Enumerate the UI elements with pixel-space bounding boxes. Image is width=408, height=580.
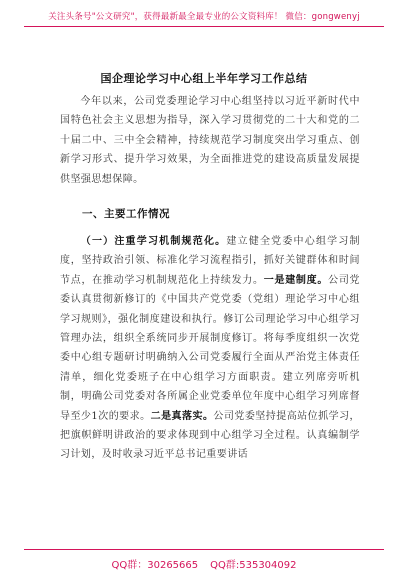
point-one-label: 一是建制度。 (263, 274, 329, 286)
intro-text: 今年以来，公司党委理论学习中心组坚持以习近平新时代中国特色社会主义思想为指导，深入学习贯彻党的二十大和党的二十届二中、三中全会精神，持续规范学习制度突出学习重点、创新学习形式、提升学习效果，为全面推进党的建设高质量发展提供坚强思想保障。 (60, 96, 360, 185)
footer (0, 556, 408, 571)
section-heading: 一、主要工作情况 (82, 208, 170, 220)
document-title: 国企理论学习中心组上半年学习工作总结 (100, 72, 308, 85)
header-banner: 关注头条号"公文研究"，获得最新最全最专业的公文资料库！ 微信：gongwenyj (48, 12, 360, 22)
footer-qq-two: QQ群:535304092 (210, 560, 297, 571)
main-paragraph (60, 232, 360, 465)
header-divider (24, 26, 384, 27)
footer-qq-one: QQ群：30265665 (111, 560, 199, 571)
intro-paragraph (60, 92, 360, 189)
point-two-text: 公司党委坚持提高站位抓学习，把旗帜鲜明讲政治的要求体现到中心组学习全过程。认真编制学习计划，及时收录习近平总书记重要讲话 (60, 410, 360, 461)
subsection-text: 建立健全党委中心组学习制度，坚持政治引领、标准化学习流程指引，抓好关键群体和时间节点，在推动学习机制规范化上持续发力。 (60, 236, 360, 286)
subsection-heading: （一）注重学习机制规范化。 (80, 236, 227, 247)
footer-divider (24, 549, 384, 550)
point-one-text: 公司党委认真贯彻新修订的《中国共产党党委（党组）理论学习中心组学习规则》，强化制度建设和执行。修订公司理论学习中心组学习管理办法，组织全系统同步开展制度修订。将每季度组织一次党委中心组专题研讨明确纳入公司党委履行全面从严治党主体责任清单，细化党委班子在中心组学习方面职责。建立列席旁听机制，明确公司党委对各所属企业党委单位年度中心组学习列席督导至少1次的要求。 (60, 274, 360, 422)
point-two-label: 二是真落实。 (150, 410, 214, 422)
